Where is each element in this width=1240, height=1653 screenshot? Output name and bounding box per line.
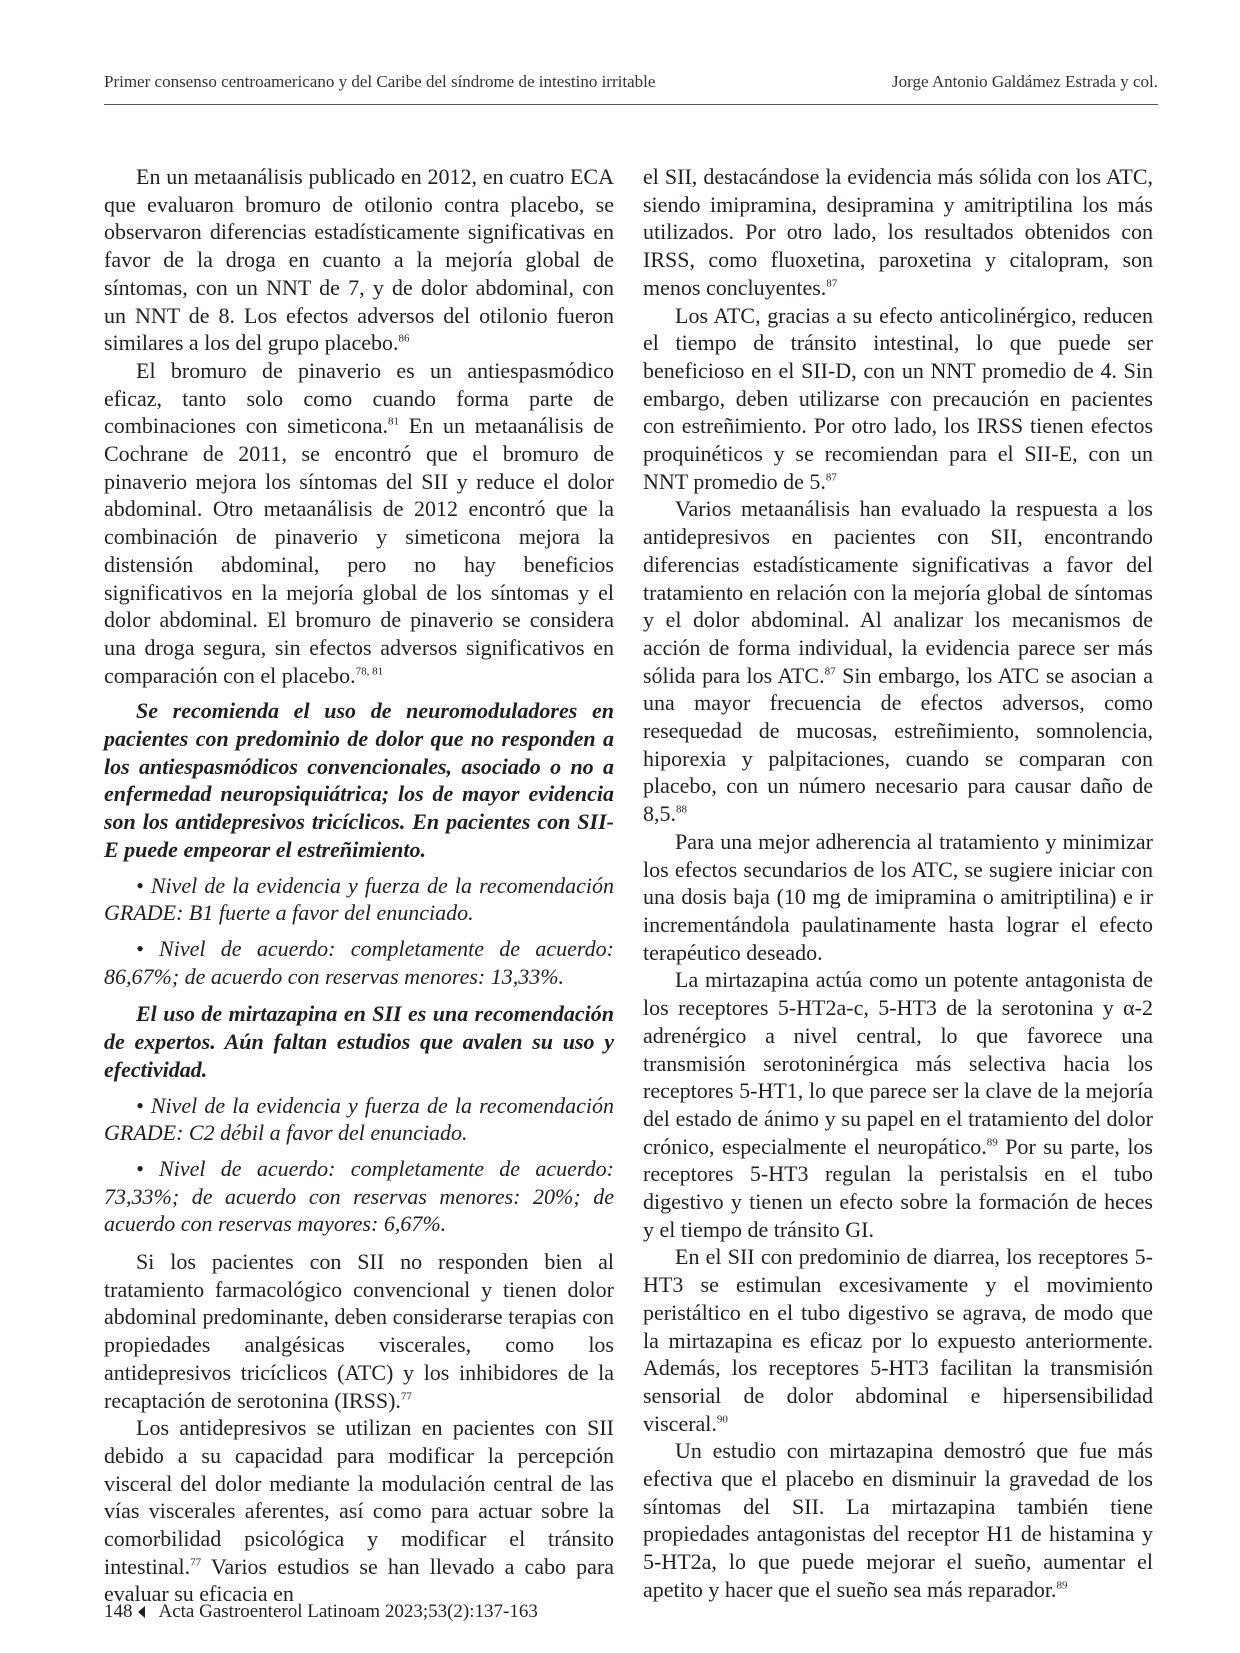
journal-citation: Acta Gastroenterol Latinoam 2023;53(2):137-163	[158, 1601, 538, 1622]
header-divider	[104, 104, 1158, 105]
reference: 89	[986, 1136, 998, 1149]
reference: 89	[1056, 1579, 1068, 1592]
paragraph: Para una mejor adherencia al tratamiento y minimizar los efectos secundarios de los ATC, se sugiere iniciar con una dosis baja (10 mg de imipramina o amitriptilina) e ir incrementándola paulatinamente hasta lograr el efecto terapéutico deseado.	[643, 828, 1153, 965]
page-number: 148	[104, 1601, 133, 1622]
paragraph: La mirtazapina actúa como un potente antagonista de los receptores 5-HT2a-c, 5-HT3 de la serotonina y α-2 adrenérgico a nivel central, lo que favorece una transmisión serotoninérgica más selectiva hacia los receptores 5-HT1, lo que parece ser la clave de la mejoría del estado de ánimo y su papel en el tratamiento del dolor crónico, especialmente el neuropático.$^{89}$ Por su parte, los receptores 5-HT3 regulan la peristalsis en el tubo digestivo y tienen un efecto sobre la formación de heces y el tiempo de tránsito GI.	[643, 967, 1153, 1242]
paragraph: El bromuro de pinaverio es un antiespasmódico eficaz, tanto solo como cuando forma parte de combinaciones con simeticona.$^{81}$ En un metaanálisis de Cochrane de 2011, se encontró que el bromuro de pinaverio mejora los síntomas del SII y reduce el dolor abdominal. Otro metaanálisis de 2012 encontró que la combinación de pinaverio y simeticona mejora la distensión abdominal, pero no hay beneficios significativos en la mejoría global de los síntomas y el dolor abdominal. El bromuro de pinaverio se considera una droga segura, sin efectos adversos significativos en comparación con el placebo.$^{78, 81}$	[104, 357, 615, 688]
paragraph: Los ATC, gracias a su efecto anticolinérgico, reducen el tiempo de tránsito intestinal, lo que puede ser beneficioso en el SII-D, con un NNT promedio de 4. Sin embargo, deben utilizarse con precaución en pacientes con estreñimiento. Por otro lado, los IRSS tienen efectos proquinéticos y se recomiendan para el SII-E, con un NNT promedio de 5.87	[643, 302, 1153, 494]
paragraph: Los antidepresivos se utilizan en pacientes con SII debido a su capacidad para modificar la percepción visceral del dolor mediante la modulación central de las vías viscerales aferentes, así como para actuar sobre la comorbilidad psicológica y modificar el tránsito intestinal.$^{77}$ Varios estudios se han llevado a cabo para evaluar su eficacia en	[104, 1415, 614, 1607]
reference: 77	[400, 1390, 412, 1403]
paragraph: En el SII con predominio de diarrea, los receptores 5-HT3 se estimulan excesivamente y el movimiento peristáltico en el tubo digestivo se agrava, de modo que la mirtazapina es eficaz por lo expuesto anteriormente. Además, los receptores 5-HT3 facilitan la transmisión sensorial de dolor abdominal e hipersensibilidad visceral.$^{90}$	[643, 1244, 1153, 1436]
paragraph: Si los pacientes con SII no responden bien al tratamiento farmacológico convencional y tienen dolor abdominal predominante, deben considerarse terapias con propiedades analgésicas viscerales, como los antidepresivos tricíclicos (ATC) y los inhibidores de la recaptación de serotonina (IRSS).$^{77}$	[104, 1249, 614, 1413]
reference: 88	[676, 803, 687, 816]
running-header	[104, 72, 1158, 92]
right-column	[643, 163, 1153, 1604]
paragraph: Un estudio con mirtazapina demostró que fue más efectiva que el placebo en disminuir la gravedad de los síntomas del SII. La mirtazapina también tiene propiedades antagonistas del receptor H1 de histamina y 5-HT2a, lo que puede mejorar el sueño, aumentar el apetito y hacer que el sueño sea más reparador.$^{89}$	[643, 1438, 1153, 1602]
reference: 81	[388, 416, 400, 428]
agreement-level: • Nivel de acuerdo: completamente de acuerdo: 73,33%; de acuerdo con reservas menores: 20%; de acuerdo con reservas mayores: 6,67%.	[104, 1155, 614, 1237]
agreement-level: • Nivel de acuerdo: completamente de acuerdo: 86,67%; de acuerdo con reservas menores: 13,33%.	[104, 935, 614, 989]
recommendation: Se recomienda el uso de neuromoduladores en pacientes con predominio de dolor que no responden a los antiespasmódicos convencionales, asociado o no a enfermedad neuropsiquiátrica; los de mayor evidencia son los antidepresivos tricíclicos. En pacientes con SII-E puede empeorar el estreñimiento.	[104, 698, 614, 862]
recommendation: El uso de mirtazapina en SII es una recomendación de expertos. Aún faltan estudios que avalen su uso y efectividad.	[104, 1001, 614, 1082]
paragraph: el SII, destacándose la evidencia más sólida con los ATC, siendo imipramina, desipramina y amitriptilina los más utilizados. Por otro lado, los resultados obtenidos con IRSS, como fluoxetina, paroxetina y citalopram, son menos concluyentes.$^{87}$	[643, 164, 1153, 300]
page-footer	[104, 1601, 538, 1623]
header-title: Primer consenso centroamericano y del Caribe del síndrome de intestino irritable	[104, 72, 656, 91]
reference: 86	[398, 332, 410, 345]
reference: 77	[190, 1556, 202, 1569]
left-column	[104, 163, 614, 1608]
evidence-level: • Nivel de la evidencia y fuerza de la recomendación GRADE: B1 fuerte a favor del enunciado.	[104, 872, 614, 926]
paragraph: En un metaanálisis publicado en 2012, en cuatro ECA que evaluaron bromuro de otilonio contra placebo, se observaron diferencias estadísticamente significativas en favor de la droga en cuanto a la mejoría global de síntomas, con un NNT de 7, y de dolor abdominal, con un NNT de 8. Los efectos adversos del otilonio fueron similares a los del grupo placebo.$^{86}$	[104, 164, 614, 356]
reference: 90	[716, 1413, 728, 1426]
triangle-left-icon	[138, 1606, 145, 1618]
evidence-level: • Nivel de la evidencia y fuerza de la recomendación GRADE: C2 débil a favor del enunciado.	[104, 1092, 614, 1146]
reference: 87	[824, 665, 836, 678]
reference: 87	[826, 277, 838, 290]
reference: 78, 81	[355, 665, 384, 678]
paragraph: Varios metaanálisis han evaluado la respuesta a los antidepresivos en pacientes con SII, encontrando diferencias estadísticamente significativas a favor del tratamiento en relación con la mejoría global de síntomas y el dolor abdominal. Al analizar los mecanismos de acción de forma individual, la evidencia parece ser más sólida para los ATC.$^{87}$ Sin embargo, los ATC se asocian a una mayor frecuencia de efectos adversos, como resequedad de mucosas, estreñimiento, somnolencia, hiporexia y palpitaciones, cuando se comparan con placebo, con un número necesario para causar daño de 8,5.88	[643, 496, 1154, 827]
reference: 87	[825, 471, 837, 484]
header-authors: Jorge Antonio Galdámez Estrada y col.	[892, 72, 1158, 91]
